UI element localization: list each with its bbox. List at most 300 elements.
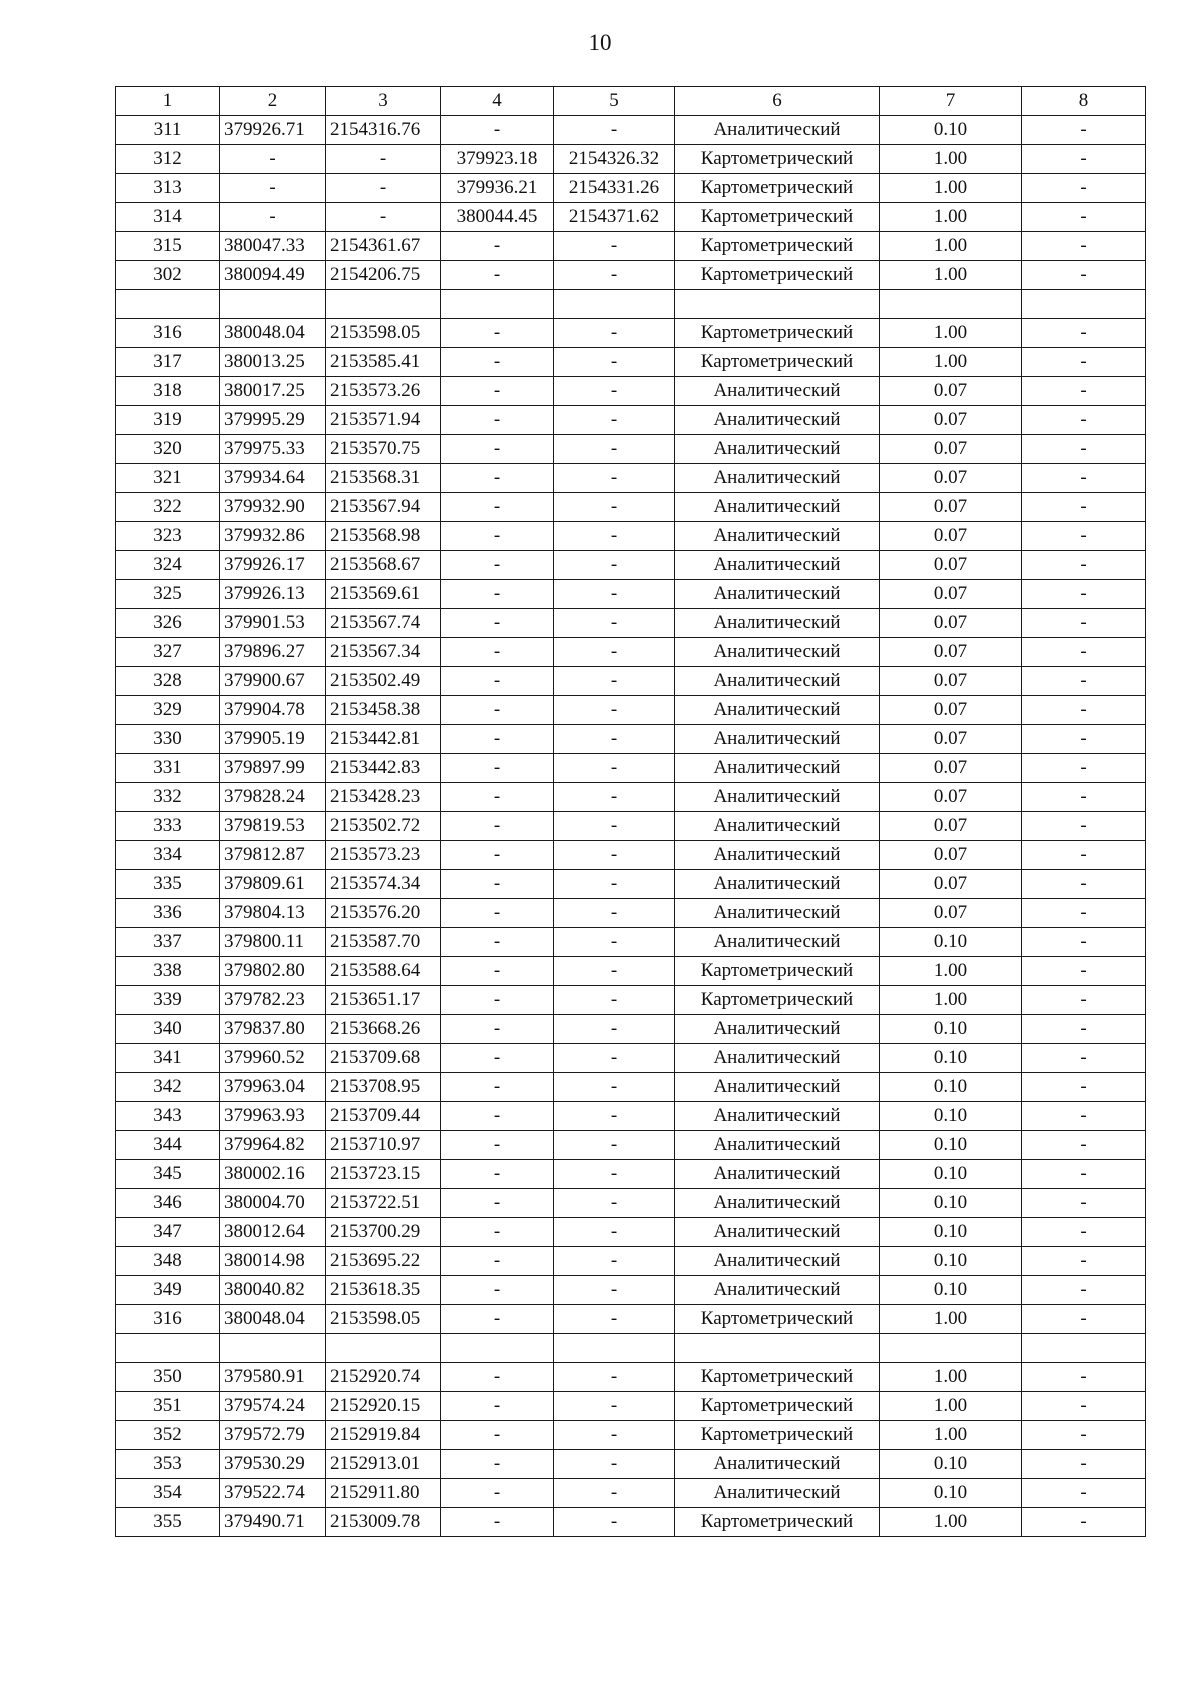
- point-number-cell: 349: [116, 1276, 220, 1305]
- accuracy-cell: 0.10: [880, 116, 1022, 145]
- y-coordinate-cell: 2153573.23: [326, 841, 441, 870]
- x-coordinate-cell: 379932.86: [220, 522, 326, 551]
- point-number-cell: 340: [116, 1015, 220, 1044]
- method-cell: Картометрический: [675, 261, 880, 290]
- x-coordinate-cell: 379580.91: [220, 1363, 326, 1392]
- method-cell: Аналитический: [675, 1450, 880, 1479]
- y-old-coordinate-cell: -: [554, 1508, 675, 1537]
- x-coordinate-cell: 379963.93: [220, 1102, 326, 1131]
- method-cell: Картометрический: [675, 348, 880, 377]
- accuracy-cell: 0.10: [880, 1102, 1022, 1131]
- accuracy-cell: 0.10: [880, 1160, 1022, 1189]
- x-old-coordinate-cell: -: [441, 899, 554, 928]
- y-coordinate-cell: 2153458.38: [326, 696, 441, 725]
- x-coordinate-cell: 379804.13: [220, 899, 326, 928]
- x-coordinate-cell: 380012.64: [220, 1218, 326, 1247]
- accuracy-cell: 1.00: [880, 348, 1022, 377]
- x-coordinate-cell: 380014.98: [220, 1247, 326, 1276]
- accuracy-cell: 0.10: [880, 1247, 1022, 1276]
- x-old-coordinate-cell: [441, 1334, 554, 1363]
- method-cell: Аналитический: [675, 435, 880, 464]
- y-coordinate-cell: 2153567.74: [326, 609, 441, 638]
- accuracy-cell: 1.00: [880, 1421, 1022, 1450]
- y-coordinate-cell: 2153569.61: [326, 580, 441, 609]
- y-coordinate-cell: 2154361.67: [326, 232, 441, 261]
- description-cell: -: [1022, 522, 1146, 551]
- y-old-coordinate-cell: -: [554, 1421, 675, 1450]
- x-old-coordinate-cell: -: [441, 406, 554, 435]
- x-coordinate-cell: 379905.19: [220, 725, 326, 754]
- method-cell: Аналитический: [675, 1276, 880, 1305]
- description-cell: -: [1022, 493, 1146, 522]
- y-old-coordinate-cell: -: [554, 609, 675, 638]
- point-number-cell: 347: [116, 1218, 220, 1247]
- x-old-coordinate-cell: 380044.45: [441, 203, 554, 232]
- y-old-coordinate-cell: -: [554, 319, 675, 348]
- y-coordinate-cell: 2153502.49: [326, 667, 441, 696]
- accuracy-cell: 0.07: [880, 551, 1022, 580]
- accuracy-cell: 0.07: [880, 464, 1022, 493]
- table-row: [116, 1479, 1146, 1508]
- description-cell: -: [1022, 1160, 1146, 1189]
- y-coordinate-cell: 2153442.83: [326, 754, 441, 783]
- y-coordinate-cell: 2152920.74: [326, 1363, 441, 1392]
- table-row: [116, 986, 1146, 1015]
- point-number-cell: 354: [116, 1479, 220, 1508]
- point-number-cell: 346: [116, 1189, 220, 1218]
- method-cell: Картометрический: [675, 1392, 880, 1421]
- y-old-coordinate-cell: -: [554, 754, 675, 783]
- x-old-coordinate-cell: -: [441, 1102, 554, 1131]
- point-number-cell: 327: [116, 638, 220, 667]
- x-coordinate-cell: 379975.33: [220, 435, 326, 464]
- method-cell: Аналитический: [675, 464, 880, 493]
- description-cell: -: [1022, 870, 1146, 899]
- table-row: [116, 696, 1146, 725]
- x-coordinate-cell: 379782.23: [220, 986, 326, 1015]
- x-coordinate-cell: 379964.82: [220, 1131, 326, 1160]
- x-coordinate-cell: 379837.80: [220, 1015, 326, 1044]
- description-cell: -: [1022, 203, 1146, 232]
- accuracy-cell: 1.00: [880, 203, 1022, 232]
- header-cell: 3: [326, 87, 441, 116]
- y-coordinate-cell: 2153710.97: [326, 1131, 441, 1160]
- x-old-coordinate-cell: -: [441, 1305, 554, 1334]
- x-old-coordinate-cell: -: [441, 957, 554, 986]
- y-old-coordinate-cell: -: [554, 870, 675, 899]
- point-number-cell: 317: [116, 348, 220, 377]
- y-old-coordinate-cell: -: [554, 464, 675, 493]
- description-cell: -: [1022, 696, 1146, 725]
- accuracy-cell: 0.10: [880, 1189, 1022, 1218]
- x-old-coordinate-cell: [441, 290, 554, 319]
- table-row: [116, 667, 1146, 696]
- x-old-coordinate-cell: -: [441, 812, 554, 841]
- y-old-coordinate-cell: -: [554, 1392, 675, 1421]
- method-cell: Аналитический: [675, 377, 880, 406]
- accuracy-cell: 0.07: [880, 609, 1022, 638]
- table-row: [116, 1160, 1146, 1189]
- y-old-coordinate-cell: -: [554, 580, 675, 609]
- method-cell: Аналитический: [675, 1044, 880, 1073]
- method-cell: Аналитический: [675, 551, 880, 580]
- table-row: [116, 1508, 1146, 1537]
- description-cell: -: [1022, 1421, 1146, 1450]
- method-cell: Аналитический: [675, 522, 880, 551]
- table-row: [116, 812, 1146, 841]
- point-number-cell: 312: [116, 145, 220, 174]
- description-cell: -: [1022, 899, 1146, 928]
- table-row: [116, 1102, 1146, 1131]
- table-row: [116, 145, 1146, 174]
- table-row: [116, 1276, 1146, 1305]
- y-old-coordinate-cell: -: [554, 435, 675, 464]
- y-old-coordinate-cell: -: [554, 667, 675, 696]
- accuracy-cell: 1.00: [880, 319, 1022, 348]
- x-coordinate-cell: 379900.67: [220, 667, 326, 696]
- y-old-coordinate-cell: -: [554, 1479, 675, 1508]
- y-old-coordinate-cell: -: [554, 1160, 675, 1189]
- point-number-cell: 328: [116, 667, 220, 696]
- description-cell: -: [1022, 783, 1146, 812]
- x-coordinate-cell: 379960.52: [220, 1044, 326, 1073]
- table-row: [116, 203, 1146, 232]
- accuracy-cell: 0.10: [880, 1218, 1022, 1247]
- y-old-coordinate-cell: -: [554, 1015, 675, 1044]
- description-cell: -: [1022, 986, 1146, 1015]
- x-old-coordinate-cell: -: [441, 609, 554, 638]
- accuracy-cell: 1.00: [880, 145, 1022, 174]
- accuracy-cell: 0.07: [880, 667, 1022, 696]
- description-cell: -: [1022, 261, 1146, 290]
- point-number-cell: 334: [116, 841, 220, 870]
- x-old-coordinate-cell: -: [441, 1508, 554, 1537]
- accuracy-cell: 0.07: [880, 522, 1022, 551]
- method-cell: Аналитический: [675, 1131, 880, 1160]
- method-cell: Аналитический: [675, 1160, 880, 1189]
- description-cell: -: [1022, 464, 1146, 493]
- y-coordinate-cell: 2153568.98: [326, 522, 441, 551]
- x-old-coordinate-cell: -: [441, 841, 554, 870]
- table-row: [116, 928, 1146, 957]
- y-old-coordinate-cell: -: [554, 812, 675, 841]
- method-cell: [675, 1334, 880, 1363]
- header-cell: 7: [880, 87, 1022, 116]
- accuracy-cell: 0.07: [880, 725, 1022, 754]
- description-cell: -: [1022, 667, 1146, 696]
- y-coordinate-cell: 2153598.05: [326, 319, 441, 348]
- x-coordinate-cell: 380017.25: [220, 377, 326, 406]
- description-cell: -: [1022, 1015, 1146, 1044]
- x-old-coordinate-cell: -: [441, 232, 554, 261]
- point-number-cell: 319: [116, 406, 220, 435]
- x-old-coordinate-cell: -: [441, 1218, 554, 1247]
- point-number-cell: 350: [116, 1363, 220, 1392]
- x-old-coordinate-cell: -: [441, 116, 554, 145]
- y-coordinate-cell: 2153618.35: [326, 1276, 441, 1305]
- table-row: [116, 1363, 1146, 1392]
- y-old-coordinate-cell: -: [554, 1102, 675, 1131]
- x-coordinate-cell: 379896.27: [220, 638, 326, 667]
- accuracy-cell: 0.07: [880, 870, 1022, 899]
- description-cell: -: [1022, 174, 1146, 203]
- method-cell: Аналитический: [675, 493, 880, 522]
- point-number-cell: 326: [116, 609, 220, 638]
- x-old-coordinate-cell: -: [441, 1479, 554, 1508]
- x-coordinate-cell: 380048.04: [220, 319, 326, 348]
- y-old-coordinate-cell: -: [554, 1073, 675, 1102]
- y-coordinate-cell: 2153700.29: [326, 1218, 441, 1247]
- description-cell: -: [1022, 1508, 1146, 1537]
- header-cell: 4: [441, 87, 554, 116]
- point-number-cell: 302: [116, 261, 220, 290]
- header-cell: 8: [1022, 87, 1146, 116]
- y-coordinate-cell: -: [326, 145, 441, 174]
- method-cell: Аналитический: [675, 754, 880, 783]
- point-number-cell: 331: [116, 754, 220, 783]
- accuracy-cell: 1.00: [880, 1305, 1022, 1334]
- x-old-coordinate-cell: -: [441, 928, 554, 957]
- description-cell: -: [1022, 1044, 1146, 1073]
- y-old-coordinate-cell: -: [554, 1131, 675, 1160]
- description-cell: -: [1022, 957, 1146, 986]
- method-cell: Аналитический: [675, 638, 880, 667]
- method-cell: Картометрический: [675, 1508, 880, 1537]
- description-cell: [1022, 1334, 1146, 1363]
- x-old-coordinate-cell: -: [441, 1421, 554, 1450]
- y-coordinate-cell: -: [326, 174, 441, 203]
- y-old-coordinate-cell: -: [554, 696, 675, 725]
- x-old-coordinate-cell: -: [441, 435, 554, 464]
- method-cell: Аналитический: [675, 1073, 880, 1102]
- table-row: [116, 1305, 1146, 1334]
- method-cell: Аналитический: [675, 870, 880, 899]
- accuracy-cell: [880, 290, 1022, 319]
- y-old-coordinate-cell: -: [554, 1363, 675, 1392]
- x-old-coordinate-cell: -: [441, 319, 554, 348]
- description-cell: -: [1022, 377, 1146, 406]
- description-cell: [1022, 290, 1146, 319]
- point-number-cell: 352: [116, 1421, 220, 1450]
- y-coordinate-cell: 2154316.76: [326, 116, 441, 145]
- point-number-cell: 341: [116, 1044, 220, 1073]
- description-cell: -: [1022, 580, 1146, 609]
- x-coordinate-cell: 379963.04: [220, 1073, 326, 1102]
- y-old-coordinate-cell: -: [554, 638, 675, 667]
- header-cell: 5: [554, 87, 675, 116]
- method-cell: Аналитический: [675, 1479, 880, 1508]
- description-cell: -: [1022, 1247, 1146, 1276]
- y-coordinate-cell: 2153588.64: [326, 957, 441, 986]
- accuracy-cell: 0.07: [880, 638, 1022, 667]
- x-old-coordinate-cell: -: [441, 696, 554, 725]
- accuracy-cell: 1.00: [880, 1392, 1022, 1421]
- method-cell: Аналитический: [675, 928, 880, 957]
- y-old-coordinate-cell: -: [554, 551, 675, 580]
- accuracy-cell: 0.10: [880, 1044, 1022, 1073]
- y-coordinate-cell: [326, 290, 441, 319]
- x-coordinate-cell: -: [220, 145, 326, 174]
- table-row: [116, 522, 1146, 551]
- accuracy-cell: 0.10: [880, 1450, 1022, 1479]
- description-cell: -: [1022, 1276, 1146, 1305]
- x-old-coordinate-cell: -: [441, 1363, 554, 1392]
- accuracy-cell: 0.10: [880, 1131, 1022, 1160]
- point-number-cell: 322: [116, 493, 220, 522]
- description-cell: -: [1022, 1189, 1146, 1218]
- y-old-coordinate-cell: -: [554, 899, 675, 928]
- x-old-coordinate-cell: -: [441, 464, 554, 493]
- y-old-coordinate-cell: -: [554, 406, 675, 435]
- x-coordinate-cell: 379800.11: [220, 928, 326, 957]
- method-cell: Картометрический: [675, 319, 880, 348]
- x-old-coordinate-cell: -: [441, 493, 554, 522]
- accuracy-cell: 1.00: [880, 174, 1022, 203]
- method-cell: Аналитический: [675, 609, 880, 638]
- y-old-coordinate-cell: [554, 1334, 675, 1363]
- table-row: [116, 1421, 1146, 1450]
- accuracy-cell: 0.07: [880, 696, 1022, 725]
- y-old-coordinate-cell: -: [554, 493, 675, 522]
- x-old-coordinate-cell: -: [441, 1276, 554, 1305]
- y-old-coordinate-cell: -: [554, 348, 675, 377]
- point-number-cell: 337: [116, 928, 220, 957]
- x-coordinate-cell: 380040.82: [220, 1276, 326, 1305]
- description-cell: -: [1022, 1131, 1146, 1160]
- table-row: [116, 174, 1146, 203]
- header-cell: 1: [116, 87, 220, 116]
- accuracy-cell: 0.07: [880, 493, 1022, 522]
- x-coordinate-cell: 379572.79: [220, 1421, 326, 1450]
- table-row: [116, 406, 1146, 435]
- y-coordinate-cell: 2153723.15: [326, 1160, 441, 1189]
- method-cell: Аналитический: [675, 1015, 880, 1044]
- table-row: [116, 1073, 1146, 1102]
- x-coordinate-cell: 379809.61: [220, 870, 326, 899]
- method-cell: Картометрический: [675, 1363, 880, 1392]
- separator-row: [116, 1334, 1146, 1363]
- method-cell: Аналитический: [675, 1218, 880, 1247]
- accuracy-cell: 0.07: [880, 580, 1022, 609]
- method-cell: Аналитический: [675, 899, 880, 928]
- point-number-cell: 318: [116, 377, 220, 406]
- table-body: [116, 87, 1146, 1537]
- x-coordinate-cell: -: [220, 203, 326, 232]
- accuracy-cell: 0.07: [880, 783, 1022, 812]
- description-cell: -: [1022, 406, 1146, 435]
- point-number-cell: 332: [116, 783, 220, 812]
- accuracy-cell: 0.10: [880, 1479, 1022, 1508]
- x-coordinate-cell: 379926.13: [220, 580, 326, 609]
- description-cell: -: [1022, 1218, 1146, 1247]
- method-cell: Картометрический: [675, 174, 880, 203]
- y-coordinate-cell: 2153567.34: [326, 638, 441, 667]
- coordinates-table: [115, 86, 1146, 1537]
- y-coordinate-cell: 2153695.22: [326, 1247, 441, 1276]
- y-old-coordinate-cell: 2154326.32: [554, 145, 675, 174]
- accuracy-cell: [880, 1334, 1022, 1363]
- point-number-cell: 351: [116, 1392, 220, 1421]
- y-old-coordinate-cell: -: [554, 377, 675, 406]
- x-coordinate-cell: [220, 290, 326, 319]
- x-coordinate-cell: 379530.29: [220, 1450, 326, 1479]
- y-coordinate-cell: [326, 1334, 441, 1363]
- y-old-coordinate-cell: -: [554, 986, 675, 1015]
- y-coordinate-cell: 2152919.84: [326, 1421, 441, 1450]
- y-coordinate-cell: 2154206.75: [326, 261, 441, 290]
- header-cell: 6: [675, 87, 880, 116]
- table-row: [116, 464, 1146, 493]
- x-coordinate-cell: 380002.16: [220, 1160, 326, 1189]
- accuracy-cell: 0.07: [880, 754, 1022, 783]
- y-coordinate-cell: 2153570.75: [326, 435, 441, 464]
- x-old-coordinate-cell: -: [441, 1044, 554, 1073]
- x-coordinate-cell: 379819.53: [220, 812, 326, 841]
- y-coordinate-cell: 2153568.31: [326, 464, 441, 493]
- y-coordinate-cell: 2153009.78: [326, 1508, 441, 1537]
- y-coordinate-cell: 2153587.70: [326, 928, 441, 957]
- y-coordinate-cell: 2153709.68: [326, 1044, 441, 1073]
- x-old-coordinate-cell: -: [441, 348, 554, 377]
- x-old-coordinate-cell: -: [441, 667, 554, 696]
- x-coordinate-cell: 379574.24: [220, 1392, 326, 1421]
- table-row: [116, 580, 1146, 609]
- method-cell: Картометрический: [675, 957, 880, 986]
- description-cell: -: [1022, 435, 1146, 464]
- x-old-coordinate-cell: -: [441, 754, 554, 783]
- description-cell: -: [1022, 319, 1146, 348]
- y-old-coordinate-cell: -: [554, 261, 675, 290]
- description-cell: -: [1022, 1479, 1146, 1508]
- point-number-cell: 335: [116, 870, 220, 899]
- table-row: [116, 841, 1146, 870]
- y-old-coordinate-cell: -: [554, 232, 675, 261]
- point-number-cell: 338: [116, 957, 220, 986]
- x-coordinate-cell: 379926.17: [220, 551, 326, 580]
- table-row: [116, 609, 1146, 638]
- method-cell: Картометрический: [675, 1305, 880, 1334]
- table-row: [116, 899, 1146, 928]
- point-number-cell: 345: [116, 1160, 220, 1189]
- point-number-cell: 323: [116, 522, 220, 551]
- description-cell: -: [1022, 812, 1146, 841]
- y-old-coordinate-cell: -: [554, 1305, 675, 1334]
- y-coordinate-cell: 2153568.67: [326, 551, 441, 580]
- x-old-coordinate-cell: -: [441, 1160, 554, 1189]
- y-coordinate-cell: 2153576.20: [326, 899, 441, 928]
- x-old-coordinate-cell: -: [441, 1247, 554, 1276]
- x-coordinate-cell: 379904.78: [220, 696, 326, 725]
- point-number-cell: 353: [116, 1450, 220, 1479]
- table-row: [116, 870, 1146, 899]
- x-coordinate-cell: 379901.53: [220, 609, 326, 638]
- description-cell: -: [1022, 1102, 1146, 1131]
- y-old-coordinate-cell: -: [554, 725, 675, 754]
- point-number-cell: 336: [116, 899, 220, 928]
- y-coordinate-cell: 2153668.26: [326, 1015, 441, 1044]
- page-number: 10: [588, 30, 612, 55]
- point-number-cell: [116, 290, 220, 319]
- x-old-coordinate-cell: 379936.21: [441, 174, 554, 203]
- point-number-cell: 342: [116, 1073, 220, 1102]
- accuracy-cell: 1.00: [880, 1508, 1022, 1537]
- separator-row: [116, 290, 1146, 319]
- description-cell: -: [1022, 1305, 1146, 1334]
- method-cell: Аналитический: [675, 841, 880, 870]
- y-coordinate-cell: 2153651.17: [326, 986, 441, 1015]
- y-old-coordinate-cell: -: [554, 1044, 675, 1073]
- table-row: [116, 1218, 1146, 1247]
